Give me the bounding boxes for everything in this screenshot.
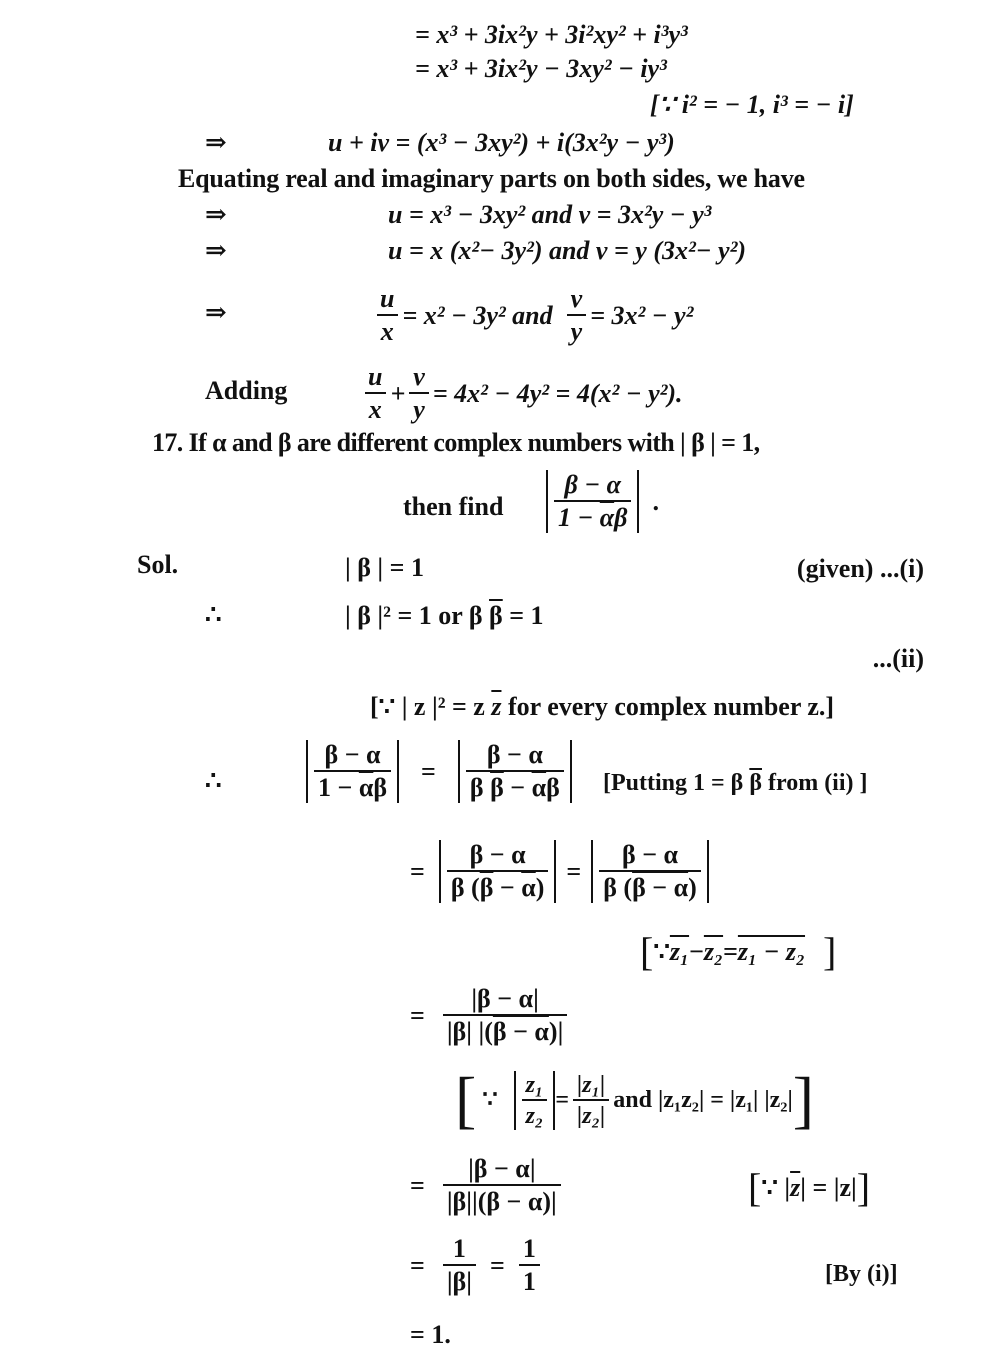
equating-text: Equating real and imaginary parts on both sides, we have: [178, 164, 805, 193]
note-i-powers: [∵ i² = − 1, i³ = − i]: [650, 90, 854, 119]
u-v-line: u = x³ − 3xy² and v = 3x²y − y³: [388, 200, 712, 229]
open-bracket: [: [748, 1165, 762, 1210]
question-expression: [546, 470, 660, 533]
numerator: β − α: [622, 840, 679, 869]
den-part: β: [469, 773, 491, 802]
modulus: [306, 740, 399, 803]
fraction: [443, 986, 567, 1045]
note-putting: [603, 771, 868, 795]
ratio-line: [372, 286, 693, 345]
denominator: |β||(β − α)|: [443, 1184, 561, 1215]
den-part: )|: [548, 1017, 564, 1046]
den-part: β: [373, 773, 388, 802]
text: for every complex number z.]: [501, 692, 835, 721]
numerator: β − α: [564, 470, 621, 499]
then-find: then find: [403, 492, 504, 521]
close-bracket: ]: [856, 1165, 871, 1210]
denominator: [443, 1014, 567, 1045]
text: | = |z|: [800, 1173, 857, 1202]
implies-symbol: ⇒: [205, 128, 227, 157]
numerator: v: [413, 362, 425, 391]
product-rule: and |z₁z₂| = |z₁| |z₂|: [613, 1087, 793, 1113]
text: ∵ |: [761, 1173, 791, 1202]
implies-symbol: ⇒: [205, 236, 227, 265]
note-conjugate-difference: [640, 929, 837, 974]
open-bracket: [: [640, 929, 654, 974]
fraction-v-over-y: [567, 286, 587, 345]
den-part: β: [546, 773, 560, 802]
z-bar: $\overline{z}$: [491, 692, 502, 721]
text: | β |² = 1 or β: [345, 601, 490, 630]
note-z-conjugate: [370, 694, 834, 720]
denominator: |β|: [443, 1264, 476, 1295]
note-modulus-rules: [455, 1064, 815, 1135]
denominator: |z₂|: [573, 1099, 609, 1128]
step-3: [410, 986, 571, 1045]
conjugate-group: β − α: [492, 1017, 549, 1046]
denominator: [599, 870, 701, 901]
fraction-u-over-x: [376, 286, 398, 345]
numerator: u: [380, 284, 395, 313]
numerator: β − α: [486, 740, 543, 769]
equation-ref-i: (given) ...(i): [796, 554, 924, 583]
numerator: u: [368, 362, 383, 391]
adding-label: Adding: [205, 376, 288, 405]
numerator: β − α: [469, 840, 526, 869]
equals: =: [489, 1250, 505, 1280]
implies-symbol: ⇒: [205, 200, 227, 229]
because: ∵: [653, 937, 670, 966]
modulus: [546, 470, 639, 533]
denominator: [466, 770, 564, 801]
z-bar: $\overline{z}$: [790, 1173, 801, 1202]
text: [Putting 1 = β: [603, 770, 750, 796]
equals: =: [421, 756, 436, 786]
alpha-bar: $\overline{\alpha}$: [531, 773, 547, 802]
question-17: 17. If α and β are different complex numbers with | β | = 1,: [152, 428, 760, 457]
denominator: 1: [519, 1264, 540, 1295]
equals: =: [410, 856, 425, 886]
fraction: [447, 842, 549, 901]
denominator: y: [409, 392, 429, 423]
period: .: [653, 486, 660, 516]
text: [∵ | z |² = z: [370, 692, 492, 721]
equals: =: [410, 1000, 425, 1030]
text: from (ii) ]: [761, 770, 868, 796]
expansion-line-1: = x³ + 3ix²y + 3i²xy² + i³y³: [415, 20, 688, 49]
modulus: [439, 840, 557, 903]
equals: =: [410, 1250, 425, 1280]
given-mod-beta: | β | = 1: [345, 553, 424, 582]
beta-bar: $\overline{\beta}$: [489, 601, 503, 630]
numerator: |β − α|: [468, 1154, 536, 1183]
equals: =: [555, 1087, 569, 1113]
note-mod-conjugate: [748, 1165, 871, 1210]
numerator: v: [570, 284, 583, 313]
denominator: z₂: [522, 1099, 548, 1128]
z1-minus-z2-bar: z₁ − z₂: [737, 937, 806, 966]
step-4: [410, 1156, 565, 1215]
den-part: β (: [603, 873, 633, 902]
z2-bar: z₂: [703, 937, 724, 966]
denominator: [554, 500, 631, 531]
equals: =: [723, 937, 738, 966]
close-bracket: ]: [823, 929, 837, 974]
fraction: [443, 1236, 476, 1295]
fraction-v-over-y: [409, 364, 429, 423]
den-part: −: [503, 773, 532, 802]
fraction: [519, 1236, 540, 1295]
minus: −: [689, 937, 704, 966]
den-part: 1 −: [318, 773, 359, 802]
conjugate-group: β − α: [632, 873, 689, 902]
fraction: [443, 1156, 561, 1215]
step-2: [410, 840, 709, 903]
open-bracket: [: [455, 1064, 477, 1135]
den-part: |β| |(: [446, 1017, 493, 1046]
alpha-bar: $\overline{\alpha}$: [521, 873, 536, 902]
text: = 1: [502, 601, 544, 630]
modulus: [514, 1071, 556, 1130]
den-part: −: [493, 873, 522, 902]
expansion-line-2: = x³ + 3ix²y − 3xy² − iy³: [415, 54, 667, 83]
fraction: [554, 472, 631, 531]
numerator: |z₁|: [577, 1071, 606, 1098]
step-5: [410, 1236, 544, 1295]
ratio-end: = 3x² − y²: [590, 300, 694, 330]
adding-result: = 4x² − 4y² = 4(x² − y²).: [432, 378, 683, 408]
denominator: x: [377, 314, 398, 345]
numerator: β − α: [324, 740, 381, 769]
z1-bar: z₁: [669, 937, 690, 966]
adding-line: [360, 364, 683, 423]
beta-bar: $\overline{\beta}$: [479, 873, 494, 902]
solution-label: Sol.: [137, 550, 179, 579]
modulus: [591, 840, 709, 903]
equals: =: [410, 1170, 425, 1200]
equation-ref-ii: ...(ii): [872, 644, 924, 673]
modulus: [458, 740, 572, 803]
equals: =: [566, 856, 582, 886]
denominator: x: [365, 392, 386, 423]
denominator: [447, 870, 549, 901]
numerator: |β − α|: [471, 984, 539, 1013]
fraction: [466, 742, 564, 801]
step-1: [306, 740, 572, 803]
u-v-factored-line: u = x (x²− 3y²) and v = y (3x²− y²): [388, 236, 747, 265]
fraction: [599, 842, 701, 901]
denominator: y: [567, 314, 587, 345]
den-part: 1 −: [558, 503, 600, 532]
alpha-bar: $\overline{\alpha}$: [358, 773, 374, 802]
fraction: [573, 1073, 609, 1128]
note-by-i: [By (i)]: [825, 1261, 898, 1287]
den-part: β: [614, 503, 628, 532]
therefore-symbol: ∴: [205, 766, 222, 795]
fraction: [522, 1073, 548, 1128]
implies-symbol: ⇒: [205, 298, 227, 327]
because: ∵: [482, 1087, 498, 1113]
u-plus-iv-line: u + iv = (x³ − 3xy²) + i(3x²y − y³): [328, 128, 675, 157]
numerator: 1: [522, 1234, 536, 1263]
den-part: ): [535, 873, 545, 902]
denominator: [314, 770, 391, 801]
therefore-symbol: ∴: [205, 600, 222, 629]
beta-bar: $\overline{\beta}$: [490, 773, 504, 802]
fraction: [314, 742, 391, 801]
mod-beta-squared: [345, 603, 544, 629]
close-bracket: ]: [792, 1064, 815, 1135]
plus-sign: +: [390, 378, 406, 408]
den-part: ): [688, 873, 697, 902]
fraction-u-over-x: [364, 364, 386, 423]
final-answer: = 1.: [410, 1320, 451, 1349]
beta-bar: $\overline{\beta}$: [749, 770, 762, 796]
alpha-bar: $\overline{\alpha}$: [599, 503, 615, 532]
numerator: z₁: [525, 1071, 544, 1098]
ratio-mid: = x² − 3y² and: [402, 300, 553, 330]
numerator: 1: [452, 1234, 466, 1263]
den-part: β (: [450, 873, 480, 902]
